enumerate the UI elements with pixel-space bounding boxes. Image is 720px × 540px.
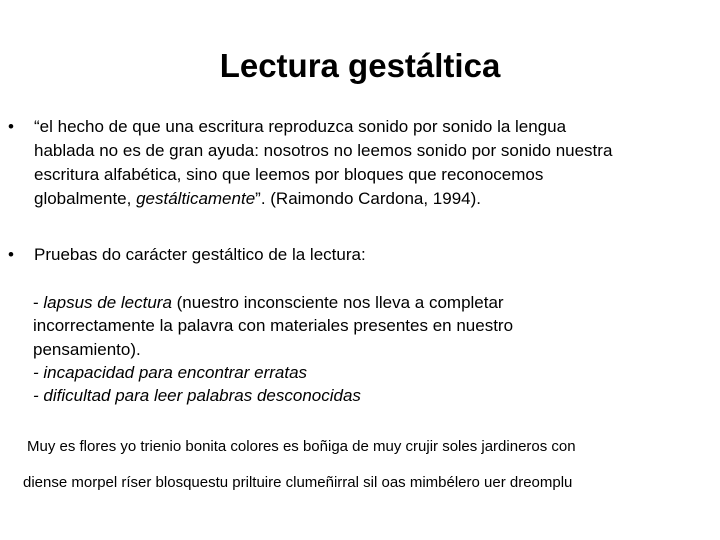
- proof-item: [33, 384, 513, 407]
- dash: -: [33, 293, 44, 312]
- quote-line: [34, 187, 612, 211]
- proof-item: [33, 291, 513, 314]
- demo-text-line: Muy es flores yo trienio bonita colores es boñiga de muy crujir soles jardineros con: [27, 438, 576, 455]
- demo-text-line: diense morpel ríser blosquestu priltuire clumeñirral sil oas mimbélero uer dreomplu: [23, 474, 573, 491]
- bullet-marker: •: [8, 245, 14, 264]
- proof-item: [33, 361, 513, 384]
- bullet-marker: •: [8, 117, 14, 136]
- quote-paragraph: [34, 115, 612, 211]
- proof-item-continued: pensamiento).: [33, 339, 141, 359]
- proofs-heading: Pruebas do carácter gestáltico de la lectura:: [34, 245, 366, 264]
- quote-line: “el hecho de que una escritura reproduzca sonido por sonido la lengua: [34, 117, 567, 136]
- quote-emphasis: gestálticamente: [136, 189, 256, 208]
- quote-line: escritura alfabética, sino que leemos por bloques que reconocemos: [34, 165, 544, 184]
- proof-term: - incapacidad para encontrar erratas: [33, 362, 308, 382]
- quote-text: globalmente,: [34, 189, 137, 208]
- quote-line: hablada no es de gran ayuda: nosotros no leemos sonido por sonido nuestra: [34, 141, 613, 160]
- proof-text: (nuestro inconsciente nos lleva a completar: [171, 293, 504, 312]
- proof-term: - dificultad para leer palabras desconocidas: [33, 386, 361, 406]
- slide-title: Lectura gestáltica: [219, 47, 501, 84]
- proof-term: lapsus de lectura: [43, 293, 172, 312]
- proof-item-continued: incorrectamente la palavra con materiales presentes en nuestro: [33, 316, 514, 336]
- quote-citation: ”. (Raimondo Cardona, 1994).: [255, 189, 481, 208]
- proofs-list: [33, 291, 513, 407]
